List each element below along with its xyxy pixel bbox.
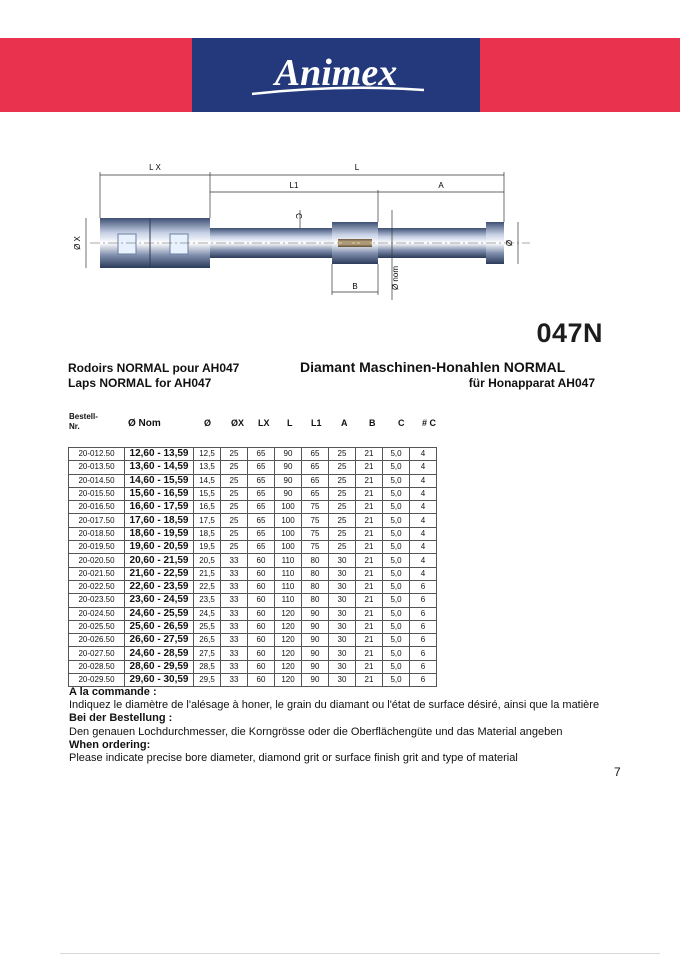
column-header: L bbox=[287, 418, 293, 428]
table-cell: 75 bbox=[302, 527, 329, 540]
label-l: L bbox=[354, 163, 360, 172]
table-cell: 24,60 - 25,59 bbox=[125, 607, 194, 620]
table-cell: 24,5 bbox=[194, 607, 221, 620]
table-cell: 25,5 bbox=[194, 620, 221, 633]
table-cell: 21 bbox=[356, 580, 383, 593]
lap-technical-drawing bbox=[60, 150, 540, 310]
note-en-heading: When ordering: bbox=[69, 738, 151, 751]
title-de-sub: für Honapparat AH047 bbox=[468, 376, 595, 390]
table-row bbox=[69, 660, 437, 673]
table-cell: 5,0 bbox=[383, 448, 410, 461]
table-cell: 65 bbox=[248, 541, 275, 554]
table-cell: 5,0 bbox=[383, 567, 410, 580]
table-cell: 20-019.50 bbox=[69, 541, 125, 554]
table-cell: 65 bbox=[248, 461, 275, 474]
table-cell: 30 bbox=[329, 660, 356, 673]
label-dia-x: Ø X bbox=[73, 236, 82, 250]
note-de-text: Den genauen Lochdurchmesser, die Korngrösse oder die Oberflächengüte und das Material angeben bbox=[69, 725, 563, 738]
table-cell: 21 bbox=[356, 567, 383, 580]
table-cell: 20-021.50 bbox=[69, 567, 125, 580]
table-cell: 5,0 bbox=[383, 660, 410, 673]
table-cell: 65 bbox=[248, 501, 275, 514]
table-cell: 60 bbox=[248, 567, 275, 580]
table-cell: 26,60 - 27,59 bbox=[125, 634, 194, 647]
table-cell: 6 bbox=[410, 607, 437, 620]
table-cell: 30 bbox=[329, 594, 356, 607]
label-c: C bbox=[294, 213, 303, 219]
table-cell: 18,60 - 19,59 bbox=[125, 527, 194, 540]
table-cell: 14,60 - 15,59 bbox=[125, 474, 194, 487]
table-cell: 90 bbox=[302, 674, 329, 687]
table-cell: 6 bbox=[410, 580, 437, 593]
table-row bbox=[69, 541, 437, 554]
column-header: Bestell- Nr. bbox=[69, 412, 98, 431]
table-cell: 60 bbox=[248, 660, 275, 673]
table-cell: 100 bbox=[275, 527, 302, 540]
note-en-text: Please indicate precise bore diameter, diamond grit or surface finish grit and type of material bbox=[69, 752, 518, 765]
table-cell: 5,0 bbox=[383, 541, 410, 554]
table-cell: 75 bbox=[302, 541, 329, 554]
note-de-heading: Bei der Bestellung : bbox=[69, 712, 173, 725]
table-cell: 28,5 bbox=[194, 660, 221, 673]
table-cell: 33 bbox=[221, 660, 248, 673]
table-cell: 4 bbox=[410, 487, 437, 500]
table-row bbox=[69, 461, 437, 474]
table-cell: 60 bbox=[248, 580, 275, 593]
table-cell: 30 bbox=[329, 634, 356, 647]
title-fr: Rodoirs NORMAL pour AH047 bbox=[68, 361, 240, 375]
table-cell: 5,0 bbox=[383, 461, 410, 474]
table-cell: 65 bbox=[248, 487, 275, 500]
table-cell: 110 bbox=[275, 594, 302, 607]
table-cell: 60 bbox=[248, 607, 275, 620]
table-cell: 20-026.50 bbox=[69, 634, 125, 647]
title-en: Laps NORMAL for AH047 bbox=[68, 376, 212, 390]
table-cell: 4 bbox=[410, 527, 437, 540]
column-header: # C bbox=[422, 418, 437, 428]
table-cell: 5,0 bbox=[383, 474, 410, 487]
table-cell: 33 bbox=[221, 647, 248, 660]
table-cell: 60 bbox=[248, 634, 275, 647]
table-cell: 60 bbox=[248, 674, 275, 687]
table-cell: 110 bbox=[275, 567, 302, 580]
table-cell: 25 bbox=[221, 514, 248, 527]
label-lx: L X bbox=[149, 163, 161, 172]
table-cell: 17,60 - 18,59 bbox=[125, 514, 194, 527]
table-cell: 90 bbox=[302, 607, 329, 620]
column-header: LX bbox=[258, 418, 270, 428]
table-cell: 20-025.50 bbox=[69, 620, 125, 633]
table-cell: 20-017.50 bbox=[69, 514, 125, 527]
logo-panel bbox=[192, 38, 480, 112]
table-cell: 120 bbox=[275, 607, 302, 620]
table-cell: 120 bbox=[275, 660, 302, 673]
table-cell: 21 bbox=[356, 541, 383, 554]
table-cell: 4 bbox=[410, 448, 437, 461]
table-cell: 25 bbox=[329, 514, 356, 527]
table-row bbox=[69, 514, 437, 527]
table-cell: 65 bbox=[248, 514, 275, 527]
table-cell: 22,60 - 23,59 bbox=[125, 580, 194, 593]
table-cell: 21 bbox=[356, 607, 383, 620]
table-cell: 30 bbox=[329, 580, 356, 593]
table-cell: 110 bbox=[275, 554, 302, 567]
table-cell: 65 bbox=[302, 474, 329, 487]
column-header: B bbox=[369, 418, 376, 428]
table-cell: 65 bbox=[302, 461, 329, 474]
table-cell: 65 bbox=[302, 448, 329, 461]
animex-logo bbox=[192, 38, 480, 112]
table-cell: 5,0 bbox=[383, 527, 410, 540]
table-row bbox=[69, 554, 437, 567]
table-cell: 6 bbox=[410, 594, 437, 607]
table-cell: 25 bbox=[329, 448, 356, 461]
table-row bbox=[69, 448, 437, 461]
table-cell: 20-015.50 bbox=[69, 487, 125, 500]
table-cell: 25 bbox=[221, 474, 248, 487]
table-cell: 4 bbox=[410, 501, 437, 514]
table-cell: 25 bbox=[329, 461, 356, 474]
table-cell: 25 bbox=[221, 527, 248, 540]
table-cell: 90 bbox=[302, 647, 329, 660]
table-cell: 20-013.50 bbox=[69, 461, 125, 474]
table-row bbox=[69, 474, 437, 487]
table-cell: 120 bbox=[275, 674, 302, 687]
table-cell: 25 bbox=[221, 501, 248, 514]
table-row bbox=[69, 620, 437, 633]
table-cell: 21 bbox=[356, 487, 383, 500]
table-cell: 120 bbox=[275, 620, 302, 633]
table-cell: 21 bbox=[356, 527, 383, 540]
table-cell: 60 bbox=[248, 620, 275, 633]
table-cell: 16,5 bbox=[194, 501, 221, 514]
table-cell: 33 bbox=[221, 567, 248, 580]
table-cell: 20-022.50 bbox=[69, 580, 125, 593]
table-cell: 25 bbox=[221, 487, 248, 500]
column-header: C bbox=[398, 418, 405, 428]
table-cell: 21 bbox=[356, 674, 383, 687]
table-cell: 30 bbox=[329, 674, 356, 687]
table-cell: 29,60 - 30,59 bbox=[125, 674, 194, 687]
table-cell: 33 bbox=[221, 634, 248, 647]
table-cell: 20-012.50 bbox=[69, 448, 125, 461]
table-cell: 17,5 bbox=[194, 514, 221, 527]
table-cell: 30 bbox=[329, 554, 356, 567]
table-row bbox=[69, 594, 437, 607]
table-cell: 26,5 bbox=[194, 634, 221, 647]
table-cell: 21 bbox=[356, 620, 383, 633]
table-cell: 100 bbox=[275, 541, 302, 554]
table-cell: 13,5 bbox=[194, 461, 221, 474]
table-row bbox=[69, 567, 437, 580]
table-cell: 20-023.50 bbox=[69, 594, 125, 607]
table-cell: 80 bbox=[302, 594, 329, 607]
table-cell: 6 bbox=[410, 647, 437, 660]
table-cell: 5,0 bbox=[383, 580, 410, 593]
table-cell: 90 bbox=[275, 461, 302, 474]
shank-slot-2 bbox=[170, 234, 188, 254]
table-cell: 90 bbox=[275, 487, 302, 500]
table-cell: 25 bbox=[221, 461, 248, 474]
table-cell: 20,60 - 21,59 bbox=[125, 554, 194, 567]
table-cell: 33 bbox=[221, 620, 248, 633]
table-cell: 100 bbox=[275, 501, 302, 514]
logo-wordmark: Animex bbox=[274, 52, 398, 94]
table-cell: 20-018.50 bbox=[69, 527, 125, 540]
table-cell: 21 bbox=[356, 647, 383, 660]
table-cell: 14,5 bbox=[194, 474, 221, 487]
label-l1: L1 bbox=[289, 181, 299, 190]
note-fr-heading: A la commande : bbox=[69, 686, 157, 698]
table-cell: 4 bbox=[410, 461, 437, 474]
column-header: Ø Nom bbox=[128, 418, 161, 429]
table-cell: 30 bbox=[329, 620, 356, 633]
table-cell: 4 bbox=[410, 474, 437, 487]
table-cell: 5,0 bbox=[383, 554, 410, 567]
table-cell: 80 bbox=[302, 567, 329, 580]
table-cell: 6 bbox=[410, 634, 437, 647]
table-cell: 28,60 - 29,59 bbox=[125, 660, 194, 673]
table-cell: 33 bbox=[221, 554, 248, 567]
table-cell: 65 bbox=[302, 487, 329, 500]
table-row bbox=[69, 527, 437, 540]
table-cell: 6 bbox=[410, 660, 437, 673]
table-cell: 30 bbox=[329, 567, 356, 580]
table-cell: 120 bbox=[275, 647, 302, 660]
table-cell: 20-020.50 bbox=[69, 554, 125, 567]
table-cell: 12,5 bbox=[194, 448, 221, 461]
table-cell: 80 bbox=[302, 554, 329, 567]
table-cell: 5,0 bbox=[383, 501, 410, 514]
shank-slot-1 bbox=[118, 234, 136, 254]
table-row bbox=[69, 634, 437, 647]
ordering-notes bbox=[69, 686, 599, 765]
table-row bbox=[69, 501, 437, 514]
table-cell: 5,0 bbox=[383, 620, 410, 633]
table-cell: 21,60 - 22,59 bbox=[125, 567, 194, 580]
table-cell: 110 bbox=[275, 580, 302, 593]
table-cell: 21 bbox=[356, 660, 383, 673]
spec-table bbox=[68, 447, 437, 687]
table-cell: 21 bbox=[356, 448, 383, 461]
table-cell: 20-016.50 bbox=[69, 501, 125, 514]
table-cell: 23,60 - 24,59 bbox=[125, 594, 194, 607]
table-cell: 60 bbox=[248, 647, 275, 660]
table-cell: 6 bbox=[410, 674, 437, 687]
table-cell: 90 bbox=[275, 448, 302, 461]
table-cell: 60 bbox=[248, 554, 275, 567]
table-cell: 5,0 bbox=[383, 514, 410, 527]
column-header: ØX bbox=[231, 418, 245, 428]
table-cell: 21 bbox=[356, 514, 383, 527]
table-cell: 5,0 bbox=[383, 647, 410, 660]
table-cell: 90 bbox=[275, 474, 302, 487]
table-cell: 21 bbox=[356, 474, 383, 487]
table-cell: 5,0 bbox=[383, 594, 410, 607]
label-b: B bbox=[352, 282, 358, 291]
table-cell: 90 bbox=[302, 634, 329, 647]
table-cell: 75 bbox=[302, 501, 329, 514]
column-header: Ø bbox=[204, 418, 212, 428]
table-cell: 25 bbox=[221, 448, 248, 461]
table-cell: 75 bbox=[302, 514, 329, 527]
table-cell: 24,60 - 28,59 bbox=[125, 647, 194, 660]
table-cell: 15,60 - 16,59 bbox=[125, 487, 194, 500]
table-row bbox=[69, 647, 437, 660]
table-cell: 4 bbox=[410, 541, 437, 554]
column-header: A bbox=[341, 418, 348, 428]
table-cell: 120 bbox=[275, 634, 302, 647]
table-cell: 19,5 bbox=[194, 541, 221, 554]
table-cell: 33 bbox=[221, 580, 248, 593]
table-row bbox=[69, 607, 437, 620]
table-cell: 21 bbox=[356, 594, 383, 607]
table-cell: 5,0 bbox=[383, 634, 410, 647]
title-de: Diamant Maschinen-Honahlen NORMAL bbox=[300, 359, 566, 375]
table-cell: 90 bbox=[302, 620, 329, 633]
table-cell: 18,5 bbox=[194, 527, 221, 540]
table-cell: 13,60 - 14,59 bbox=[125, 461, 194, 474]
table-cell: 20-024.50 bbox=[69, 607, 125, 620]
table-row bbox=[69, 487, 437, 500]
table-cell: 20-027.50 bbox=[69, 647, 125, 660]
table-cell: 4 bbox=[410, 567, 437, 580]
table-cell: 29,5 bbox=[194, 674, 221, 687]
table-cell: 4 bbox=[410, 554, 437, 567]
table-cell: 25 bbox=[329, 541, 356, 554]
table-row bbox=[69, 580, 437, 593]
table-cell: 25 bbox=[329, 487, 356, 500]
note-fr-text: Indiquez le diamètre de l'alésage à honer, le grain du diamant ou l'état de surface désiré, ainsi que la matière bbox=[69, 699, 600, 712]
label-dia-nom: Ø nom bbox=[391, 265, 400, 291]
table-cell: 6 bbox=[410, 620, 437, 633]
table-cell: 100 bbox=[275, 514, 302, 527]
table-cell: 20,5 bbox=[194, 554, 221, 567]
column-header: L1 bbox=[311, 418, 322, 428]
table-cell: 15,5 bbox=[194, 487, 221, 500]
product-code: 047N bbox=[536, 318, 603, 348]
table-cell: 21 bbox=[356, 634, 383, 647]
table-cell: 90 bbox=[302, 660, 329, 673]
table-cell: 30 bbox=[329, 607, 356, 620]
scan-edge bbox=[60, 953, 660, 954]
table-cell: 65 bbox=[248, 474, 275, 487]
table-cell: 21 bbox=[356, 554, 383, 567]
brand-banner bbox=[0, 38, 680, 112]
table-cell: 65 bbox=[248, 527, 275, 540]
table-row bbox=[69, 674, 437, 687]
page-number: 7 bbox=[614, 765, 621, 779]
table-cell: 20-028.50 bbox=[69, 660, 125, 673]
table-cell: 65 bbox=[248, 448, 275, 461]
table-cell: 25,60 - 26,59 bbox=[125, 620, 194, 633]
table-cell: 60 bbox=[248, 594, 275, 607]
table-cell: 5,0 bbox=[383, 487, 410, 500]
table-cell: 22,5 bbox=[194, 580, 221, 593]
table-cell: 25 bbox=[329, 474, 356, 487]
table-cell: 5,0 bbox=[383, 607, 410, 620]
table-cell: 30 bbox=[329, 647, 356, 660]
table-cell: 33 bbox=[221, 607, 248, 620]
table-cell: 25 bbox=[221, 541, 248, 554]
table-cell: 25 bbox=[329, 527, 356, 540]
table-cell: 33 bbox=[221, 674, 248, 687]
table-cell: 21 bbox=[356, 461, 383, 474]
table-cell: 12,60 - 13,59 bbox=[125, 448, 194, 461]
table-cell: 19,60 - 20,59 bbox=[125, 541, 194, 554]
table-cell: 80 bbox=[302, 580, 329, 593]
table-cell: 16,60 - 17,59 bbox=[125, 501, 194, 514]
table-cell: 27,5 bbox=[194, 647, 221, 660]
table-cell: 25 bbox=[329, 501, 356, 514]
label-a: A bbox=[438, 181, 444, 190]
label-dia: Ø bbox=[505, 239, 514, 247]
table-cell: 20-029.50 bbox=[69, 674, 125, 687]
table-cell: 4 bbox=[410, 514, 437, 527]
table-cell: 21,5 bbox=[194, 567, 221, 580]
table-cell: 23,5 bbox=[194, 594, 221, 607]
table-cell: 20-014.50 bbox=[69, 474, 125, 487]
table-cell: 5,0 bbox=[383, 674, 410, 687]
table-cell: 33 bbox=[221, 594, 248, 607]
table-cell: 21 bbox=[356, 501, 383, 514]
